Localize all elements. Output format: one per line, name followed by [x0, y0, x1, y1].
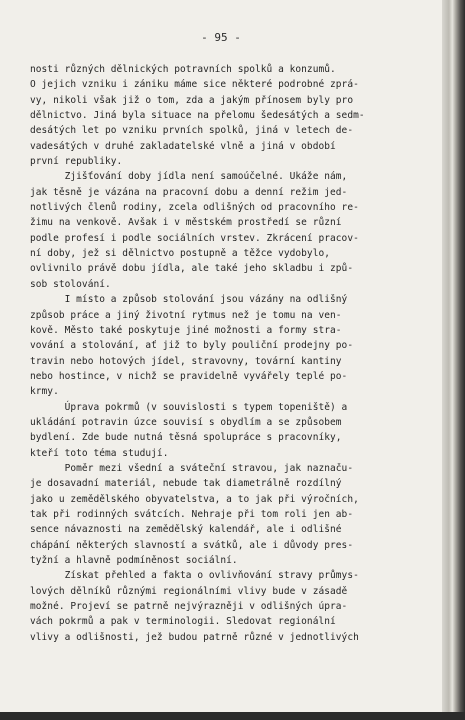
text-line: ní doby, jež si dělnictvo postupně a těžce vydobylo,	[30, 248, 331, 260]
text-line: vlivy a odlišnosti, jež budou patrně různé v jednotlivých	[30, 631, 359, 643]
book-page-edge	[442, 0, 465, 720]
text-line: kově. Město také poskytuje jiné možnosti a formy stra-	[30, 324, 342, 336]
body-text	[30, 62, 430, 645]
text-line: žimu na venkově. Avšak i v městském prostředí se různí	[30, 217, 342, 229]
text-line: první republiky.	[30, 156, 123, 168]
text-line: je dosavadní materiál, nebude tak diametrálně rozdílný	[30, 478, 342, 490]
text-line: I místo a způsob stolování jsou vázány na odlišný	[30, 294, 348, 306]
text-line: sob stolování.	[30, 278, 111, 290]
text-line: chápání některých slavností a svátků, ale i důvody pres-	[30, 539, 354, 551]
text-line: nebo hostince, v nichž se pravidelně vyvářely teplé po-	[30, 370, 348, 382]
text-line: travin nebo hotových jídel, stravovny, tovární kantiny	[30, 355, 342, 367]
background-strip	[0, 712, 465, 720]
text-line: vadesátých v druhé zakladatelské vlně a jiná v období	[30, 140, 336, 152]
text-line: možné. Projeví se patrně nejvýrazněji v odlišných úpra-	[30, 601, 348, 613]
text-line: způsob práce a jiný životní rytmus než je tomu na ven-	[30, 309, 342, 321]
text-line: Úprava pokrmů (v souvislosti s typem topeniště) a	[30, 401, 348, 413]
text-line: O jejich vzniku i zániku máme sice některé podrobné zprá-	[30, 79, 359, 91]
text-line: Zjišťování doby jídla není samoúčelné. Ukáže nám,	[30, 171, 348, 183]
text-line: vách pokrmů a pak v terminologii. Sledovat regionální	[30, 616, 336, 628]
text-line: nosti různých dělnických potravních spolků a konzumů.	[30, 64, 336, 75]
text-line: vování a stolování, ať již to byly pouliční prodejny po-	[30, 340, 354, 352]
text-line: ukládání potravin úzce souvisí s obydlím a se způsobem	[30, 416, 342, 428]
text-line: lových dělníků různými regionálními vlivy bude v zásadě	[30, 585, 348, 597]
text-line: tak při rodinných svátcích. Nehraje při tom roli jen ab-	[30, 508, 354, 520]
text-line: podle profesí i podle sociálních vrstev. Zkrácení pracov-	[30, 232, 359, 244]
page-number: - 95 -	[201, 31, 241, 44]
text-line: bydlení. Zde bude nutná těsná spolupráce s pracovníky,	[30, 432, 342, 444]
text-line: kteří toto téma studují.	[30, 447, 169, 459]
text-line: tyžní a hlavně podmíněnost sociální.	[30, 555, 238, 566]
text-line: ovlivnilo právě dobu jídla, ale také jeho skladbu i způ-	[30, 263, 354, 275]
text-line: Poměr mezi všední a sváteční stravou, jak naznaču-	[30, 462, 354, 474]
text-line: notlivých členů rodiny, zcela odlišných od pracovního re-	[30, 202, 359, 214]
text-line: jako u zemědělského obyvatelstva, a to jak při výročních,	[30, 493, 359, 505]
text-line: krmy.	[30, 386, 59, 398]
text-line: Získat přehled a fakta o ovlivňování stravy průmys-	[30, 570, 359, 582]
text-line: desátých let po vzniku prvních spolků, jiná v letech de-	[30, 125, 354, 137]
text-line: vy, nikoli však již o tom, zda a jakým přínosem byly pro	[30, 94, 354, 106]
text-line: jak těsně je vázána na pracovní dobu a denní režim jed-	[30, 186, 348, 198]
text-line: dělnictvo. Jiná byla situace na přelomu šedesátých a sedm-	[30, 110, 365, 122]
text-line: sence návaznosti na zemědělský kalendář, ale i odlišné	[30, 524, 342, 536]
